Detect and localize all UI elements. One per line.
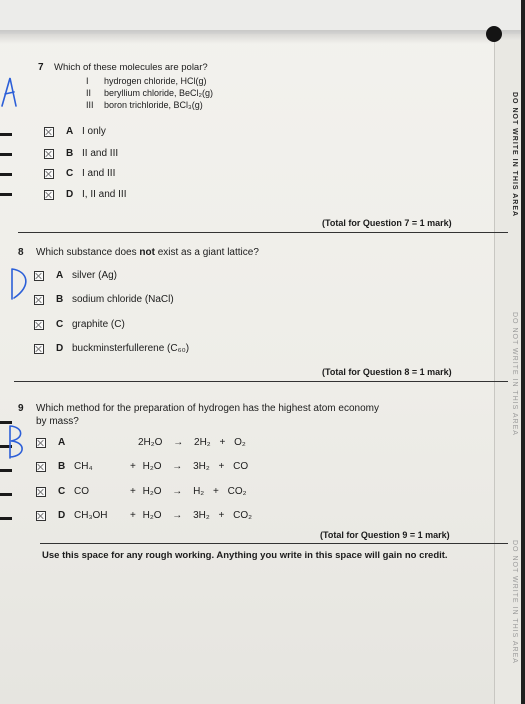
q9-equation-c: + H₂O → H₂ + CO₂: [130, 486, 247, 497]
q9-checkbox-c[interactable]: [36, 487, 46, 497]
q9-question-line1: Which method for the preparation of hydrogen has the highest atom economy: [36, 403, 379, 414]
margin-warning-3: DO NOT WRITE IN THIS AREA: [511, 540, 518, 664]
arrow-icon: →: [172, 486, 183, 497]
q9-option-c[interactable]: C CO: [36, 486, 89, 497]
q7-question-text: Which of these molecules are polar?: [54, 62, 208, 73]
q9-option-d[interactable]: D CH₃OH: [36, 510, 108, 521]
q8-question-text: Which substance does not exist as a giant lattice?: [36, 247, 259, 258]
q9-equation-b: + H₂O → 3H₂ + CO: [130, 461, 249, 472]
q9-equation-a: 2H₂O → 2H₂ + O₂: [138, 437, 246, 448]
q9-option-a[interactable]: A: [36, 437, 74, 448]
rough-working-note: Use this space for any rough working. Anything you write in this space will gain no credit.: [42, 550, 448, 561]
handwritten-answer-q9: [6, 424, 30, 460]
q9-number: 9: [18, 403, 24, 414]
handwritten-answer-q7: [0, 74, 24, 110]
q8-number: 8: [18, 247, 24, 258]
q9-option-b[interactable]: B CH₄: [36, 461, 93, 472]
q7-option-a[interactable]: A I only: [44, 126, 106, 137]
q9-checkbox-a[interactable]: [36, 438, 46, 448]
binding-hole: [486, 26, 502, 42]
arrow-icon: →: [172, 510, 183, 521]
q7-checkbox-c[interactable]: [44, 169, 54, 179]
q8-total: (Total for Question 8 = 1 mark): [322, 367, 452, 377]
q7-item-3: III boron trichloride, BCl₃(g): [86, 100, 203, 110]
q8-option-a[interactable]: A silver (Ag): [34, 270, 117, 281]
margin-warning-2: DO NOT WRITE IN THIS AREA: [511, 312, 518, 436]
q8-checkbox-d[interactable]: [34, 344, 44, 354]
q8-checkbox-b[interactable]: [34, 295, 44, 305]
q7-total: (Total for Question 7 = 1 mark): [322, 218, 452, 228]
divider-q9: [40, 543, 508, 544]
margin-warning-1: DO NOT WRITE IN THIS AREA: [511, 92, 518, 218]
q8-checkbox-c[interactable]: [34, 320, 44, 330]
q7-item-1: I hydrogen chloride, HCl(g): [86, 76, 207, 86]
q9-checkbox-d[interactable]: [36, 511, 46, 521]
q8-option-b[interactable]: B sodium chloride (NaCl): [34, 294, 174, 305]
q7-checkbox-b[interactable]: [44, 149, 54, 159]
q9-checkbox-b[interactable]: [36, 462, 46, 472]
q7-item-2: II beryllium chloride, BeCl₂(g): [86, 88, 214, 98]
q7-option-d[interactable]: D I, II and III: [44, 189, 126, 200]
page-top-edge: [0, 0, 525, 34]
handwritten-answer-q8: [8, 266, 34, 302]
q9-equation-d: + H₂O → 3H₂ + CO₂: [130, 510, 253, 521]
q7-option-b[interactable]: B II and III: [44, 148, 118, 159]
q9-question-line2: by mass?: [36, 416, 79, 427]
q8-option-d[interactable]: D buckminsterfullerene (C₆₀): [34, 343, 189, 354]
q8-option-c[interactable]: C graphite (C): [34, 319, 125, 330]
q7-checkbox-a[interactable]: [44, 127, 54, 137]
q8-checkbox-a[interactable]: [34, 271, 44, 281]
divider-q7: [18, 232, 508, 233]
arrow-icon: →: [172, 461, 183, 472]
arrow-icon: →: [173, 437, 184, 448]
q7-checkbox-d[interactable]: [44, 190, 54, 200]
q9-total: (Total for Question 9 = 1 mark): [320, 530, 450, 540]
q7-number: 7: [38, 62, 44, 73]
divider-q8: [14, 381, 508, 382]
q7-option-c[interactable]: C I and III: [44, 168, 115, 179]
